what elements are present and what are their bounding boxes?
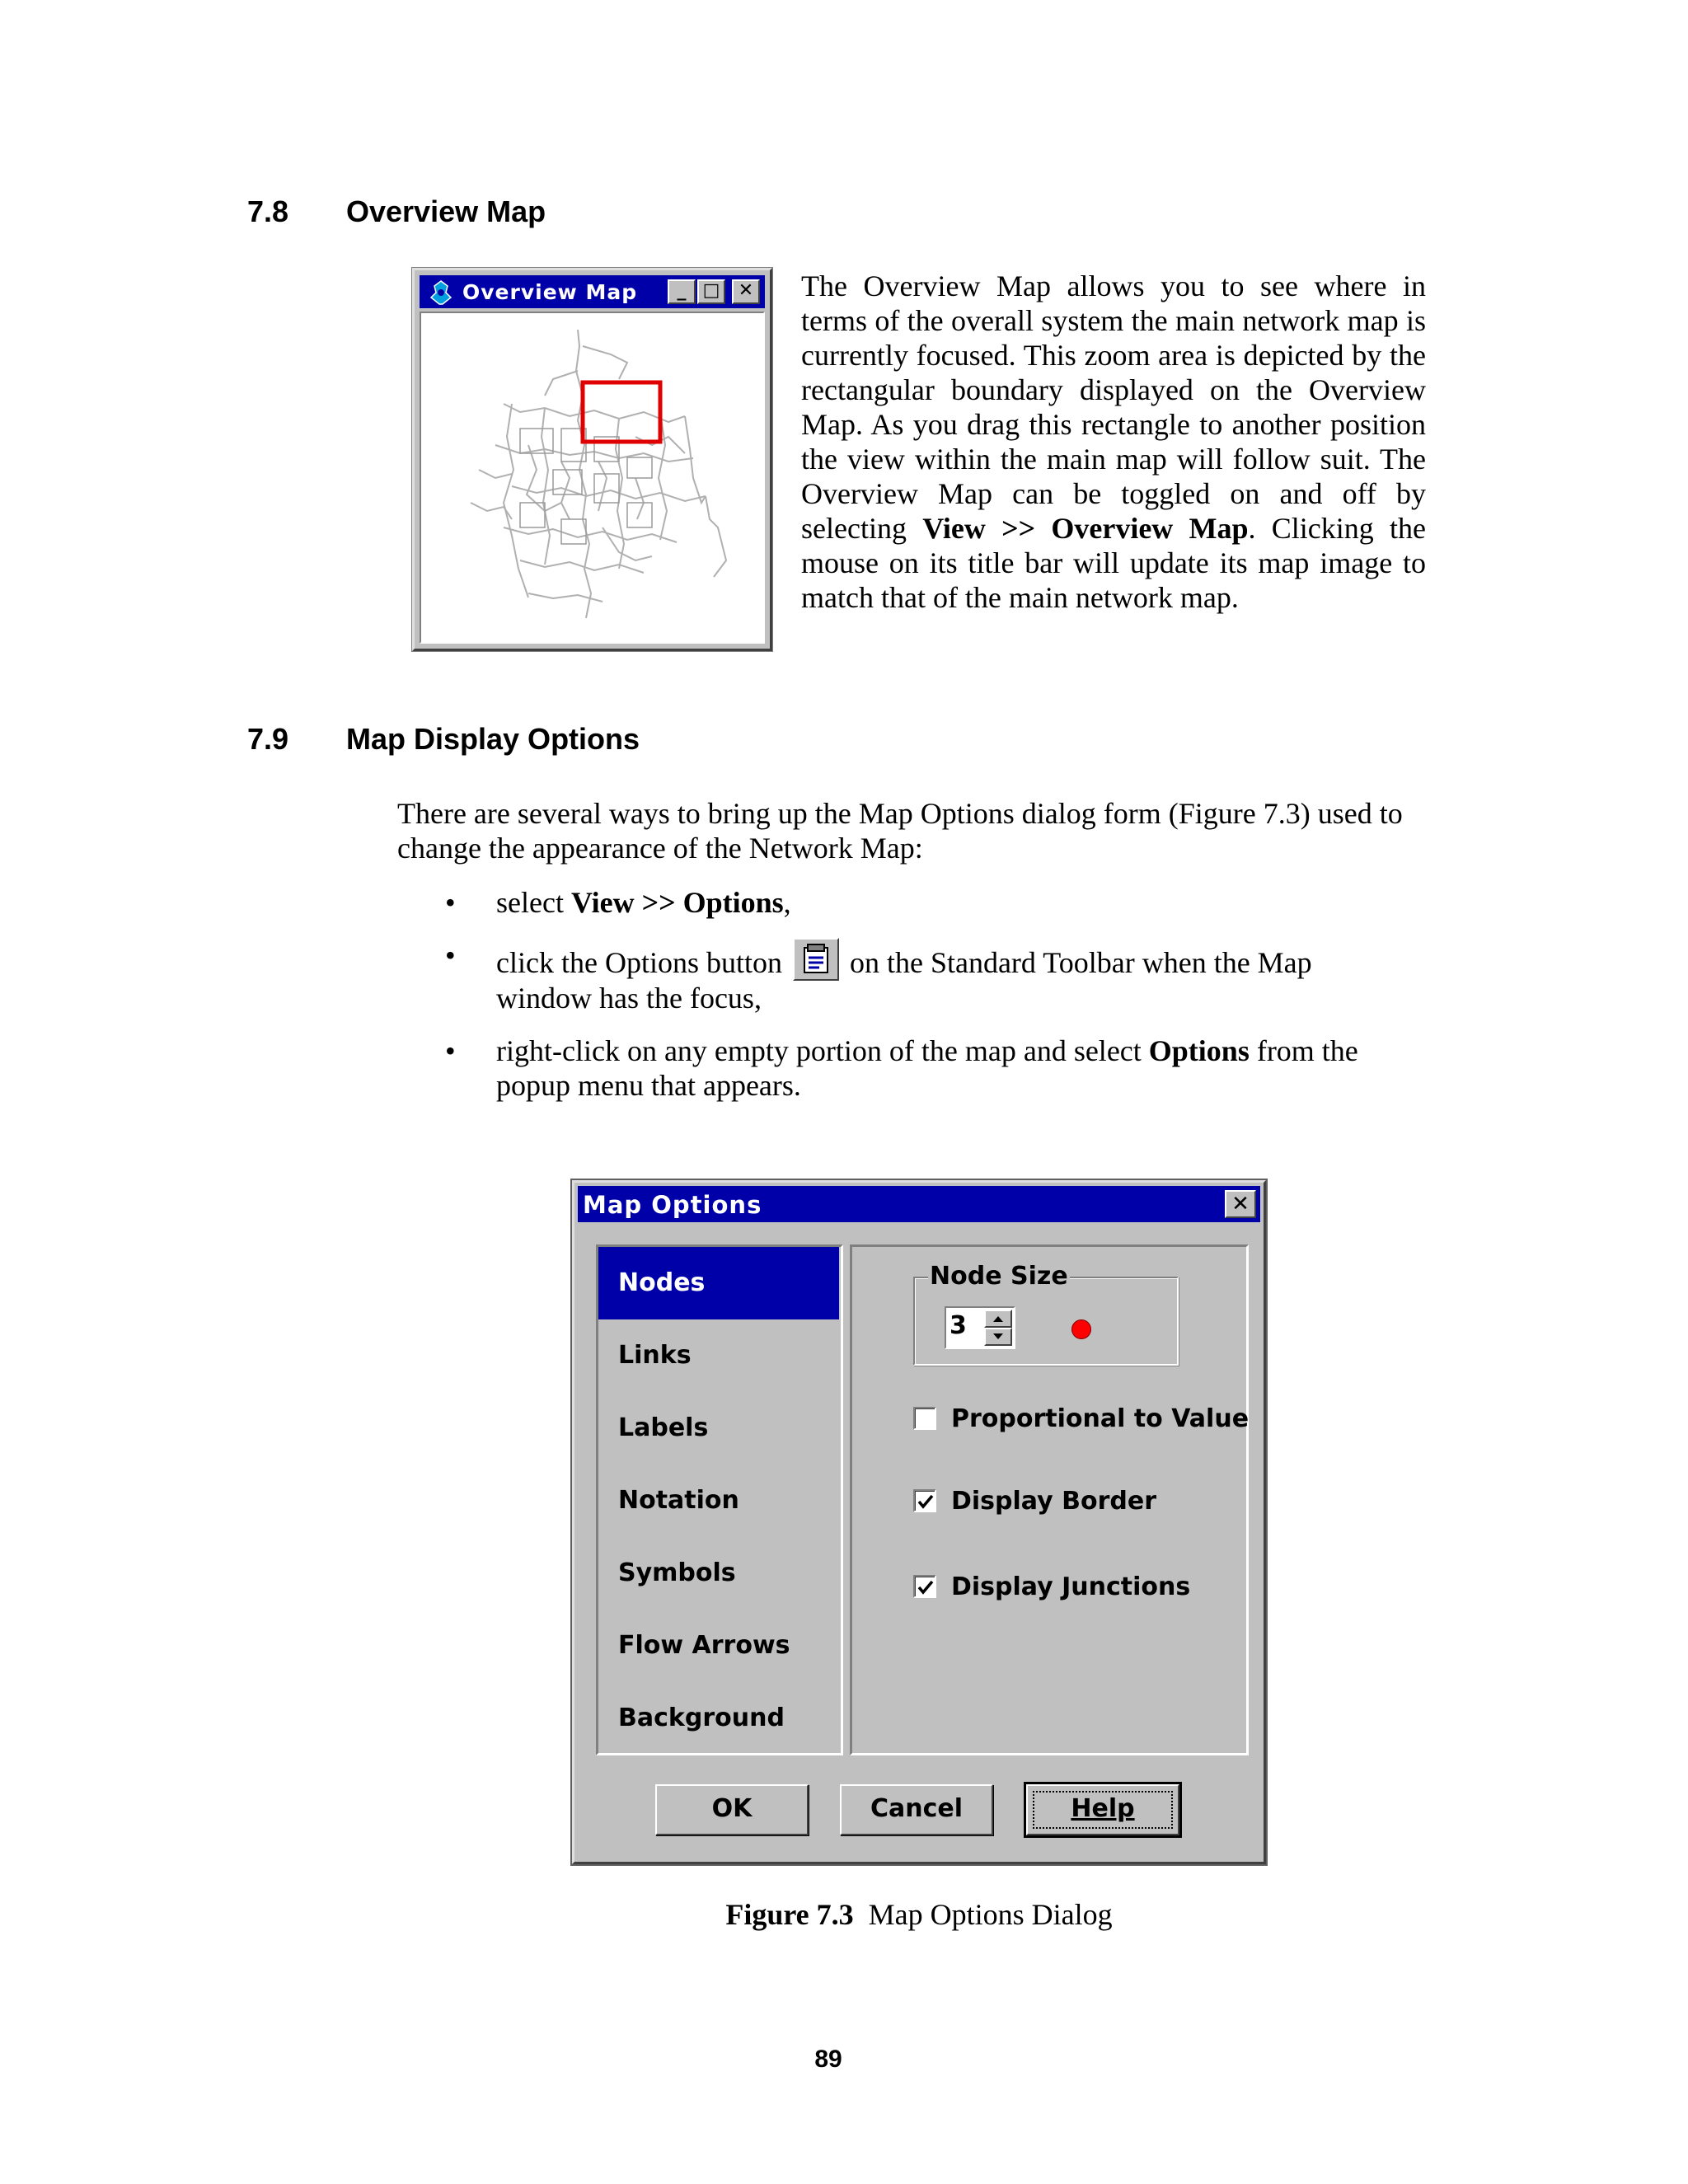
display-junctions-label: Display Junctions bbox=[951, 1572, 1191, 1601]
dialog-close-button[interactable] bbox=[1225, 1190, 1256, 1218]
node-size-value: 3 bbox=[950, 1311, 967, 1340]
overview-paragraph bbox=[801, 269, 1426, 615]
close-icon: ✕ bbox=[1231, 1192, 1250, 1216]
list-item bbox=[445, 885, 1434, 920]
dialog-title: Map Options bbox=[583, 1191, 762, 1219]
section-heading-7-8 bbox=[247, 194, 824, 231]
bullet-text: click the Options button bbox=[496, 946, 790, 979]
category-notation[interactable]: Notation bbox=[618, 1486, 739, 1515]
help-button[interactable] bbox=[1026, 1784, 1179, 1835]
proportional-label: Proportional to Value bbox=[951, 1404, 1250, 1433]
overview-map-canvas[interactable] bbox=[420, 312, 765, 644]
proportional-checkbox[interactable] bbox=[913, 1407, 936, 1430]
options-panel bbox=[850, 1244, 1249, 1755]
maximize-icon: □ bbox=[702, 280, 720, 301]
menu-path: View >> Options bbox=[570, 886, 784, 919]
node-size-label: Node Size bbox=[930, 1262, 1068, 1291]
node-preview-dot bbox=[1071, 1319, 1091, 1339]
display-junctions-checkbox[interactable] bbox=[913, 1575, 936, 1598]
category-labels[interactable]: Labels bbox=[618, 1413, 709, 1442]
paragraph-text: The Overview Map allows you to see where in terms of the overall system the main network map is currently focused. This zoom area is depicted by the rectangular boundary displayed on the Overview Map. As you drag this rectangle to another position the view within the main map will follow suit. The Overview Map can be toggled on and off by selecting bbox=[801, 269, 1426, 545]
options-button-icon bbox=[793, 938, 839, 981]
section-heading-7-9 bbox=[247, 722, 907, 758]
ok-button[interactable] bbox=[655, 1784, 809, 1835]
minimize-icon: _ bbox=[677, 280, 687, 301]
bullet-icon: • bbox=[445, 886, 456, 919]
menu-path: View >> Overview Map bbox=[922, 512, 1249, 545]
figure-caption bbox=[0, 1897, 1688, 1932]
cancel-button[interactable] bbox=[840, 1784, 993, 1835]
bullet-text: , bbox=[783, 886, 791, 919]
close-icon: ✕ bbox=[738, 280, 754, 301]
epanet-app-icon bbox=[426, 279, 456, 306]
category-symbols[interactable]: Symbols bbox=[618, 1558, 736, 1587]
display-border-label: Display Border bbox=[951, 1487, 1157, 1516]
close-button[interactable] bbox=[732, 279, 760, 304]
bullet-text: on the Standard Toolbar when the Map window has the focus, bbox=[496, 946, 1312, 1015]
display-border-checkbox[interactable] bbox=[913, 1489, 936, 1512]
bullet-icon: • bbox=[445, 939, 456, 972]
bullet-list bbox=[445, 885, 1434, 1103]
bullet-text: from the popup menu that appears. bbox=[496, 1034, 1358, 1102]
arrow-up-icon bbox=[986, 1311, 1010, 1326]
figure-label: Figure 7.3 bbox=[725, 1898, 854, 1931]
node-size-spinner[interactable] bbox=[945, 1306, 1015, 1349]
spinner-buttons bbox=[984, 1310, 1012, 1346]
section-title: Overview Map bbox=[346, 194, 546, 228]
bullet-text: select bbox=[496, 886, 571, 919]
bullet-text: right-click on any empty portion of the map and select bbox=[496, 1034, 1149, 1067]
help-label: Help bbox=[1071, 1794, 1135, 1823]
checkmark-icon bbox=[917, 1578, 935, 1596]
category-list bbox=[596, 1244, 843, 1755]
overview-map-titlebar[interactable] bbox=[420, 275, 765, 308]
maximize-button[interactable] bbox=[697, 279, 725, 304]
zoom-rectangle[interactable] bbox=[583, 382, 660, 442]
spin-down-button[interactable] bbox=[984, 1328, 1012, 1346]
checkmark-icon bbox=[917, 1493, 935, 1511]
category-flow-arrows[interactable]: Flow Arrows bbox=[618, 1631, 790, 1660]
figure-caption-text: Map Options Dialog bbox=[868, 1898, 1113, 1931]
minimize-button[interactable] bbox=[668, 279, 696, 304]
bullet-icon: • bbox=[445, 1034, 456, 1067]
menu-item-name: Options bbox=[1148, 1034, 1250, 1067]
page-number: 89 bbox=[814, 2046, 842, 2073]
intro-paragraph: There are several ways to bring up the Map Options dialog form (Figure 7.3) used to change the appearance of the Network Map: bbox=[397, 797, 1403, 865]
node-size-group bbox=[913, 1262, 1179, 1366]
map-options-dialog bbox=[572, 1180, 1266, 1864]
network-map-image bbox=[421, 313, 765, 644]
list-item bbox=[445, 1033, 1401, 1103]
overview-map-title: Overview Map bbox=[462, 280, 638, 304]
section-number: 7.9 bbox=[247, 722, 289, 756]
category-links[interactable]: Links bbox=[618, 1341, 692, 1370]
list-item bbox=[445, 938, 1401, 1015]
section-title: Map Display Options bbox=[346, 722, 640, 756]
dialog-titlebar[interactable] bbox=[578, 1186, 1260, 1222]
section-number: 7.8 bbox=[247, 194, 289, 228]
cancel-label: Cancel bbox=[870, 1794, 964, 1823]
category-background[interactable]: Background bbox=[618, 1704, 785, 1732]
ok-label: OK bbox=[711, 1794, 753, 1823]
arrow-down-icon bbox=[986, 1329, 1010, 1344]
category-nodes[interactable]: Nodes bbox=[598, 1247, 839, 1319]
spin-up-button[interactable] bbox=[984, 1310, 1012, 1328]
overview-map-window bbox=[412, 268, 772, 651]
paragraph-text: . Clicking the mouse on its title bar will update its map image to match that of the main network map. bbox=[801, 512, 1427, 614]
